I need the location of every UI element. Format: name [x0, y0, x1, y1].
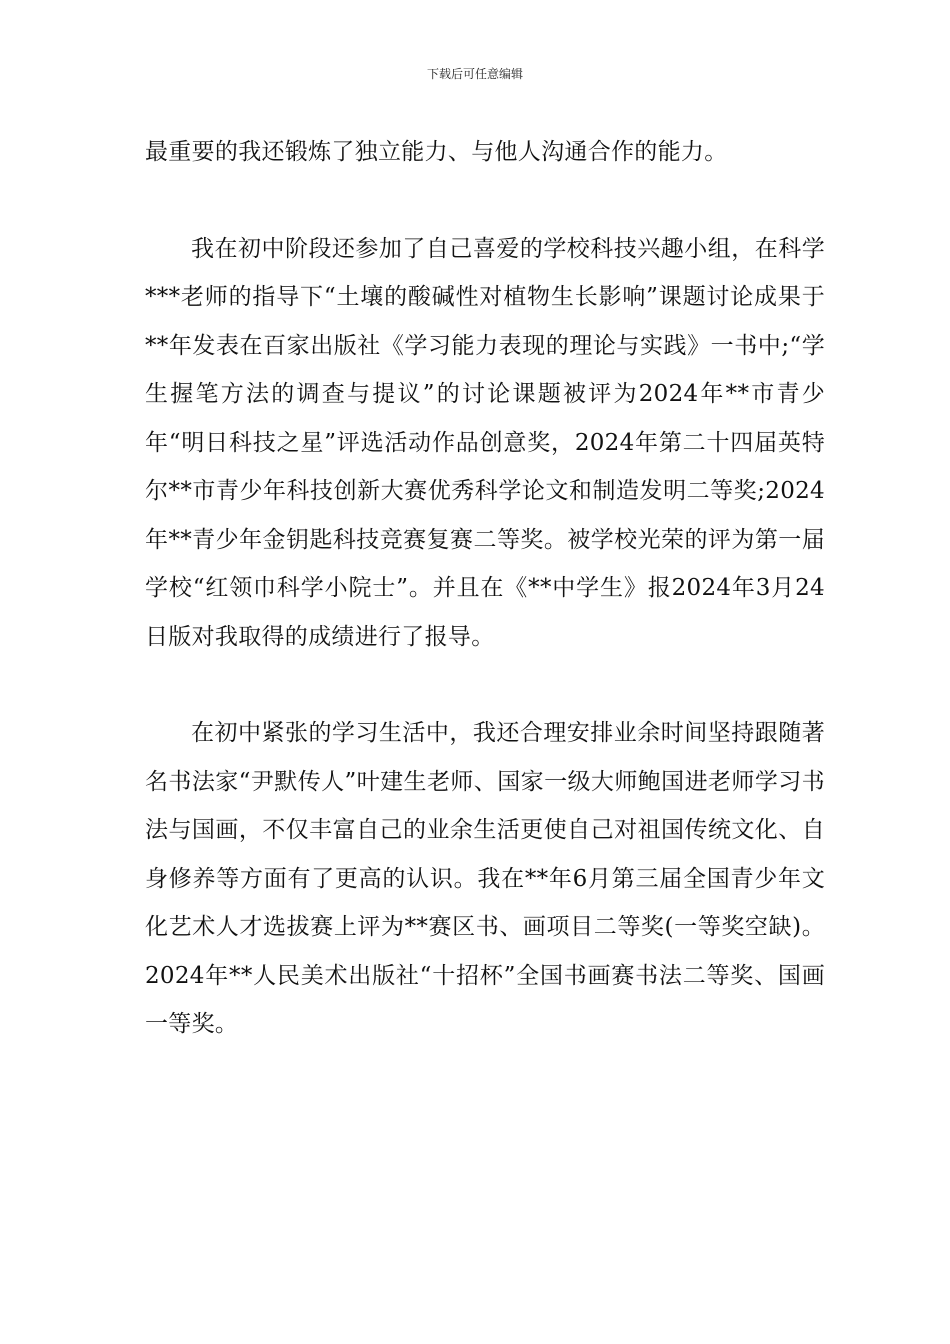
- paragraph-1: 最重要的我还锻炼了独立能力、与他人沟通合作的能力。: [145, 139, 728, 165]
- document-body: [145, 128, 825, 1049]
- paragraph-2: 我在初中阶段还参加了自己喜爱的学校科技兴趣小组，在科学***老师的指导下“土壤的酸碱性对植物生长影响”课题讨论成果于**年发表在百家出版社《学习能力表现的理论与实践》一书中;“学生握笔方法的调查与提议”的讨论课题被评为2024年**市青少年“明日科技之星”评选活动作品创意奖，2024年第二十四届英特尔**市青少年科技创新大赛优秀科学论文和制造发明二等奖;2024年**青少年金钥匙科技竞赛复赛二等奖。被学校光荣的评为第一届学校“红领巾科学小院士”。并且在《**中学生》报2024年3月24日版对我取得的成绩进行了报导。: [145, 235, 825, 650]
- paragraph-3: 在初中紧张的学习生活中，我还合理安排业余时间坚持跟随著名书法家“尹默传人”叶建生老师、国家一级大师鲍国进老师学习书法与国画，不仅丰富自己的业余生活更使自己对祖国传统文化、自身修养等方面有了更高的认识。我在**年6月第三届全国青少年文化艺术人才选拔赛上评为**赛区书、画项目二等奖(一等奖空缺)。2024年**人民美术出版社“十招杯”全国书画赛书法二等奖、国画一等奖。: [145, 720, 825, 1037]
- page-header-note: 下载后可任意编辑: [426, 67, 523, 81]
